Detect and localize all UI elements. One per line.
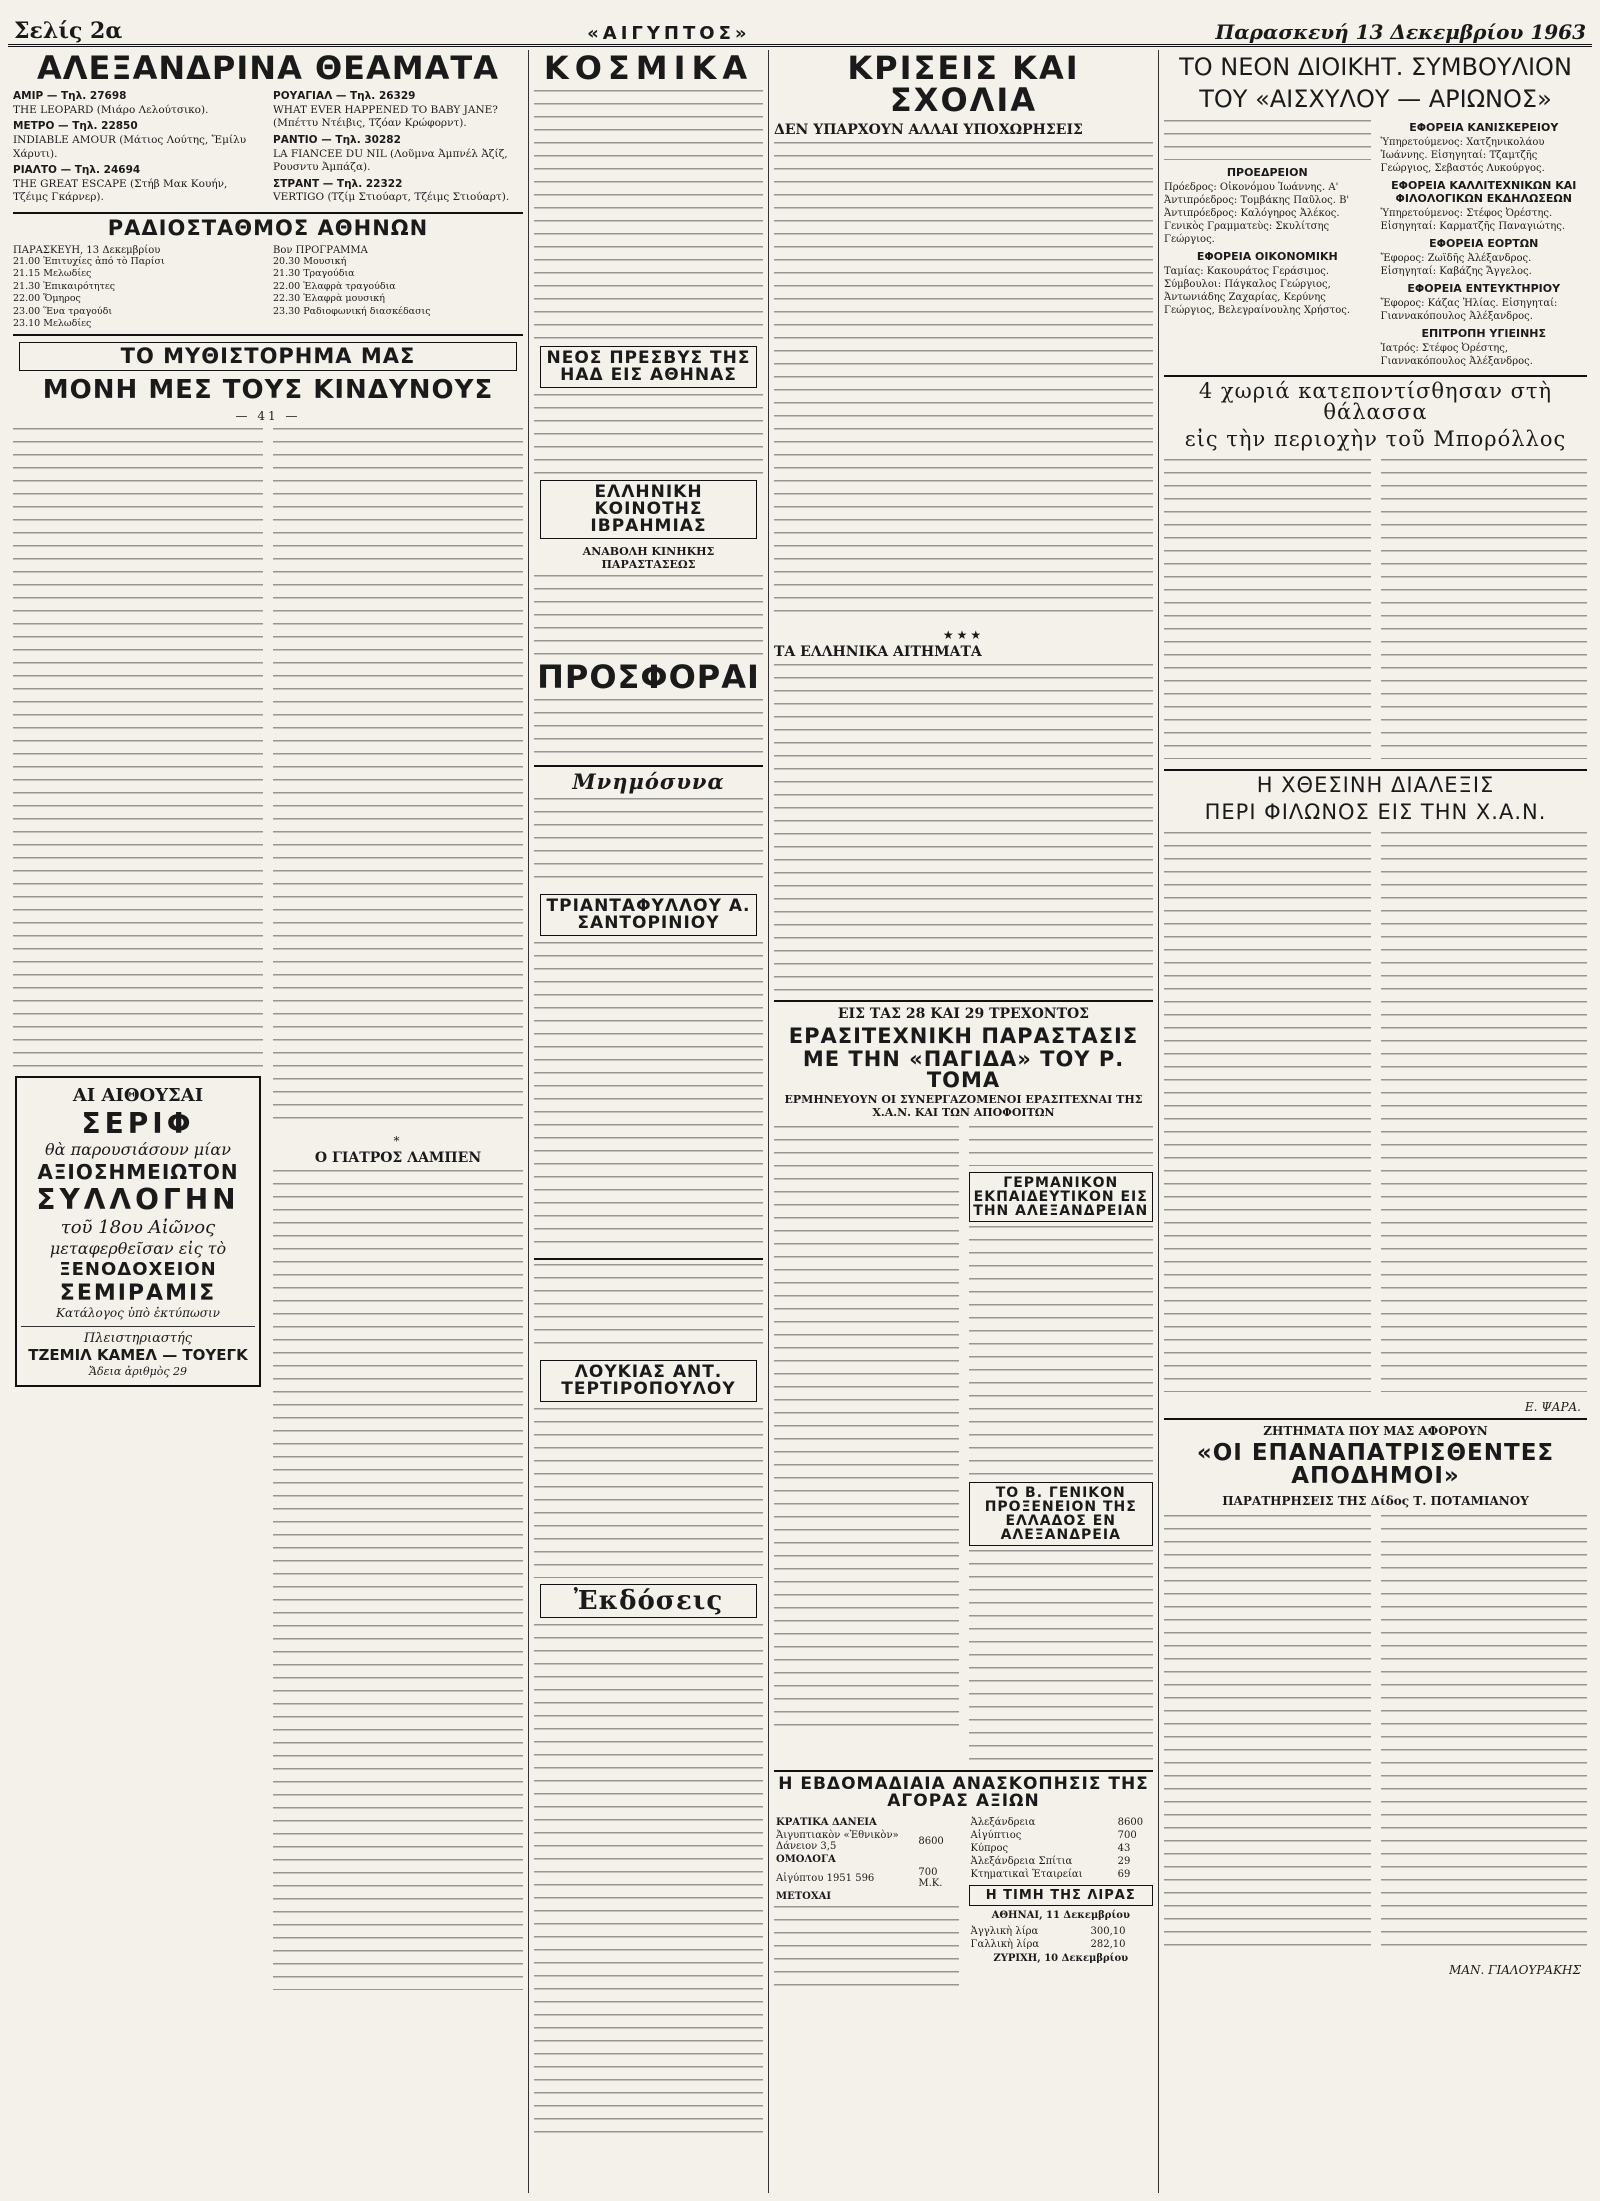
comments-text [774, 664, 1153, 994]
cinema-listing: ΡΙΑΛΤΟ — Τηλ. 24694 THE GREAT ESCAPE (Στήβ Μακ Κουήν, Τζέιμς Γκάρνερ). [13, 164, 228, 204]
editions-box [540, 1584, 757, 1618]
ambassador-text [534, 394, 763, 474]
lecture-signature: Ε. ΨΑΡΑ. [1524, 1400, 1581, 1415]
radio-schedule [13, 256, 523, 330]
lecture-title-2: ΠΕΡΙ ΦΙΛΩΝΟΣ ΕΙΣ ΤΗΝ Χ.Α.Ν. [1204, 800, 1547, 825]
divider [21, 1326, 255, 1327]
theater-kicker: ΕΙΣ ΤΑΣ 28 ΚΑΙ 29 ΤΡΕΧΟΝΤΟΣ [837, 1006, 1090, 1022]
cinema-listing: ΡΟΥΑΓΙΑΛ — Τηλ. 26329 WHAT EVER HAPPENED TO BABY JANE? (Μπέττυ Ντέιβις, Τζόαν Κρώφορντ). [273, 90, 498, 130]
table-row: Κτηματικαὶ Ἑταιρείαι 69 [970, 1869, 1131, 1880]
board-section-text: Πρόεδρος: Οἰκονόμου Ἰωάννης. Α' Ἀντιπρόεδρος: Τομβάκης Παῦλος. Β' Ἀντιπρόεδρος: Καλόγηρος Ἀλέκος. Γενικὸς Γραμματεὺς: Σκυλίτσης Γεώργιος. [1164, 182, 1350, 246]
table-row: Ἀγγλικὴ λίρα 300,10 [970, 1926, 1126, 1937]
tertiropoulou-title: ΛΟΥΚΙΑΣ ΑΝΤ. ΤΕΡΤΙΡΟΠΟΥΛΟΥ [561, 1362, 736, 1399]
table-row: Αἰγύπτιος 700 [970, 1830, 1137, 1841]
page-number: Σελίς 2α [14, 18, 123, 44]
divider [1164, 769, 1587, 771]
market-title: Η ΕΒΔΟΜΑΔΙΑΙΑ ΑΝΑΣΚΟΠΗΣΙΣ ΤΗΣ ΑΓΟΡΑΣ ΑΞΙΩΝ [778, 1774, 1149, 1811]
community-box [540, 480, 757, 539]
villages-text [1381, 459, 1588, 759]
column-social [528, 50, 768, 2193]
theater-body [774, 1123, 1153, 1766]
novel-kicker-box [19, 342, 517, 371]
theater-title-1: ΕΡΑΣΙΤΕΧΝΙΚΗ ΠΑΡΑΣΤΑΣΙΣ [788, 1024, 1139, 1048]
table-row: Γαλλικὴ λίρα 282,10 [970, 1939, 1126, 1950]
radio-item: 20.30 Μουσική [273, 256, 347, 268]
ad-line: ΣΕΜΙΡΑΜΙΣ [59, 1280, 217, 1306]
column-comments [768, 50, 1158, 2193]
community-sub: ΑΝΑΒΟΛΗ ΚΙΝΗΚΗΣ ΠΑΡΑΣΤΑΣΕΩΣ [582, 545, 715, 571]
ad-line: ΑΞΙΟΣΗΜΕΙΩΤΟΝ [37, 1159, 239, 1184]
divider [1164, 375, 1587, 377]
offers-text [534, 699, 763, 759]
ad-line: ΑΙ ΑΙΘΟΥΣΑΙ [72, 1085, 204, 1107]
issue-date: Παρασκευή 13 Δεκεμβρίου 1963 [1215, 20, 1586, 44]
comments-title: ΚΡΙΣΕΙΣ ΚΑΙ ΣΧΟΛΙΑ [847, 50, 1080, 119]
masthead [8, 6, 1592, 47]
table-row: Κύπρος 43 [970, 1843, 1131, 1854]
santorinios-box [540, 894, 757, 936]
board-list [1164, 117, 1587, 371]
table-row: Ἀλεξάνδρεια Σπίτια 29 [970, 1856, 1131, 1867]
memorial-title: Μνημόσυνα [572, 769, 725, 794]
villages-body [1164, 456, 1587, 765]
novel-text [273, 1170, 523, 1990]
cinema-listings [13, 90, 523, 208]
editions-text [534, 1624, 763, 2144]
repatriated-sub: ΠΑΡΑΤΗΡΗΣΕΙΣ ΤΗΣ Δίδος Τ. ΠΟΤΑΜΙΑΝΟΥ [1222, 1494, 1529, 1509]
radio-date: ΠΑΡΑΣΚΕΥΗ, 13 Δεκεμβρίου [13, 245, 161, 257]
table-row: Ἀιγυπτιακὸν «Ἐθνικὸν» Δάνειον 3,5 8600 [776, 1830, 944, 1852]
cinema-listing: ΡΑΝΤΙΟ — Τηλ. 30282 LA FIANCEE DU NIL (Λοῦμνα Ἀμπνέλ Ἀζίζ, Ρουσντυ Ἀμπάζα). [273, 133, 508, 174]
tertiropoulou-text [534, 1408, 763, 1578]
radio-program-label: Βον ΠΡΟΓΡΑΜΜΑ [273, 245, 368, 257]
ad-line: μεταφερθεῖσαν εἰς τὸ [49, 1239, 227, 1259]
athens-dateline: ΑΘΗΝΑΙ, 11 Δεκεμβρίου [991, 1910, 1130, 1921]
novel-chapter-title: Ο ΓΙΑΤΡΟΣ ΛΑΜΠΕΝ [314, 1150, 482, 1167]
newspaper-name: «ΑΙΓΥΠΤΟΣ» [587, 23, 751, 44]
pound-title: Η ΤΙΜΗ ΤΗΣ ΛΙΡΑΣ [985, 1888, 1136, 1903]
repatriated-kicker: ΖΗΤΗΜΑΤΑ ΠΟΥ ΜΑΣ ΑΦΟΡΟΥΝ [1263, 1424, 1488, 1439]
ad-line: ΤΖΕΜΙΛ ΚΑΜΕΛ — ΤΟΥΕΓΚ [28, 1346, 248, 1365]
radio-item: 21.00 Ἐπιτυχίες ἀπό τὸ Παρίσι [13, 256, 165, 268]
german-box [969, 1172, 1154, 1222]
comments-section-2: ΤΑ ΕΛΛΗΝΙΚΑ ΑΙΤΗΜΑΤΑ [774, 644, 982, 660]
board-section-title: ΕΦΟΡΕΙΑ ΟΙΚΟΝΟΜΙΚΗ [1196, 250, 1338, 264]
radio-item: 23.10 Μελωδίες [13, 317, 92, 329]
repatriated-text [1164, 1515, 1371, 1955]
ambassador-title: ΝΕΟΣ ΠΡΕΣΒΥΣ ΤΗΣ ΗΑΔ ΕΙΣ ΑΘΗΝΑΣ [546, 348, 751, 385]
offers-title: ΠΡΟΣΦΟΡΑΙ [537, 658, 760, 696]
theater-text [969, 1126, 1154, 1166]
lecture-title-1: Η ΧΘΕΣΙΝΗ ΔΙΑΛΕΞΙΣ [1256, 773, 1495, 798]
villages-title-1: 4 χωριά κατεποντίσθησαν στὴ θάλασσα [1198, 379, 1553, 425]
theater-title-2: ΜΕ ΤΗΝ «ΠΑΓΙΔΑ» ΤΟΥ Ρ. ΤΟΜΑ [802, 1047, 1125, 1092]
ad-line: Ἄδεια ἀριθμὸς 29 [88, 1364, 188, 1378]
ad-line: Πλειστηριαστής [83, 1330, 193, 1346]
radio-item: 22.00 Ἐλαφρὰ τραγούδια [273, 280, 396, 292]
social-title: ΚΟΣΜΙΚΑ [543, 50, 754, 87]
theater-sub: ΕΡΜΗΝΕΥΟΥΝ ΟΙ ΣΥΝΕΡΓΑΖΟΜΕΝΟΙ ΕΡΑΣΙΤΕΧΝΑΙ ΤΗΣ Χ.Α.Ν. ΚΑΙ ΤΩΝ ΑΠΟΦΟΙΤΩΝ [784, 1093, 1143, 1119]
divider [534, 765, 763, 767]
santorinios-text [534, 942, 763, 1252]
lecture-text [1381, 832, 1588, 1392]
ambassador-box [540, 346, 757, 388]
radio-item: 23.30 Ραδιοφωνική διασκέδασις [273, 305, 431, 317]
table-row: Αἰγύπτου 1951 596 700 Μ.Κ. [776, 1867, 943, 1889]
community-title: ΕΛΛΗΝΙΚΗ ΚΟΙΝΟΤΗΣ ΙΒΡΑΗΜΙΑΣ [590, 482, 707, 536]
cinema-listing: ΜΕΤΡΟ — Τηλ. 22850 INDIABLE AMOUR (Μάτιος Λούτης, Ἔμίλυ Χάρυτι). [13, 120, 247, 160]
board-title-2: ΤΟΥ «ΑΙΣΧΥΛΟΥ — ΑΡΙΩΝΟΣ» [1199, 84, 1552, 113]
consulate-text [969, 1550, 1154, 1760]
novel-text [273, 428, 523, 1128]
novel-text [13, 428, 263, 1068]
radio-item: 22.30 Ἐλαφρὰ μουσική [273, 293, 385, 305]
lecture-text [1164, 832, 1371, 1392]
pound-table [969, 1925, 1154, 1951]
divider [13, 212, 523, 214]
market-text [774, 1906, 959, 1996]
divider [774, 1770, 1153, 1772]
radio-item: 23.00 Ἕνα τραγούδι [13, 305, 113, 317]
consulate-box [969, 1482, 1154, 1546]
repatriated-signature: ΜΑΝ. ΓΙΑΛΟΥΡΑΚΗΣ [1449, 1963, 1581, 1978]
board-intro [1164, 120, 1371, 160]
market-table-right [969, 1816, 1154, 1881]
star-separator: ★★★ [942, 628, 985, 642]
novel-title: ΜΟΝΗ ΜΕΣ ΤΟΥΣ ΚΙΝΔΥΝΟΥΣ [42, 375, 494, 406]
divider [534, 1258, 763, 1260]
zurich-dateline: ΖΥΡΙΧΗ, 10 Δεκεμβρίου [993, 1953, 1129, 1964]
divider [13, 334, 523, 336]
villages-text [1164, 459, 1371, 759]
ad-line: θὰ παρουσιάσουν μίαν [45, 1139, 231, 1159]
board-section-title: ΕΦΟΡΕΙΑ ΕΟΡΤΩΝ [1429, 237, 1539, 251]
consulate-title: ΤΟ Β. ΓΕΝΙΚΟΝ ΠΡΟΞΕΝΕΙΟΝ ΤΗΣ ΕΛΛΑΔΟΣ ΕΝ ΑΛΕΞΑΝΔΡΕΙΑ [984, 1485, 1137, 1543]
villages-title-2: εἰς τὴν περιοχὴν τοῦ Μπορόλλος [1184, 427, 1567, 452]
repatriated-body [1164, 1512, 1587, 1961]
memorial-text [534, 798, 763, 888]
divider [774, 1000, 1153, 1002]
board-section-text: Ἰατρός: Στέφος Ὀρέστης, Γιαννακόπουλος Ἀλέξανδρος. [1380, 343, 1533, 368]
novel-kicker: ΤΟ ΜΥΘΙΣΤΟΡΗΜΑ ΜΑΣ [120, 344, 416, 369]
german-text [969, 1226, 1154, 1476]
table-row: ΟΜΟΛΟΓΑ [776, 1854, 836, 1865]
cinema-listing: ΣΤΡΑΝΤ — Τηλ. 22322 VERTIGO (Τζίμ Στιούαρτ, Τζέιμς Στιούαρτ). [273, 177, 510, 204]
board-section-title: ΕΦΟΡΕΙΑ ΚΑΝΙΣΚΕΡΕΙΟΥ [1409, 121, 1559, 135]
theater-text [774, 1126, 959, 1726]
ad-line: ΣΕΡΙΦ [81, 1106, 195, 1140]
column-entertainment [8, 50, 528, 2193]
market-body [774, 1816, 1153, 2002]
radio-title: ΡΑΔΙΟΣΤΑΘΜΟΣ ΑΘΗΝΩΝ [107, 216, 429, 241]
radio-header [13, 245, 523, 256]
market-table-left [774, 1816, 959, 1903]
board-section-text: Ὑπηρετούμενος: Στέφος Ὀρέστης. Εἰσηγηταί: Καρματζῆς Παναγιώτης. [1380, 208, 1565, 233]
comments-text [774, 142, 1153, 622]
board-section-title: ΕΠΙΤΡΟΠΗ ΥΓΙΕΙΝΗΣ [1421, 327, 1547, 341]
auction-ad [15, 1076, 261, 1387]
pound-box [969, 1885, 1154, 1906]
radio-item: 21.30 Τραγούδια [273, 268, 355, 280]
column-right [1158, 50, 1592, 2193]
repatriated-title: «ΟΙ ΕΠΑΝΑΠΑΤΡΙΣΘΕΝΤΕΣ ΑΠΟΔΗΜΟΙ» [1196, 1440, 1555, 1490]
ad-line: ΣΥΛΛΟΓΗΝ [36, 1182, 240, 1216]
comments-section-1: ΔΕΝ ΥΠΑΡΧΟΥΝ ΑΛΛΑΙ ΥΠΟΧΩΡΗΣΕΙΣ [774, 122, 1083, 138]
novel-number: — 41 — [235, 409, 301, 424]
ad-line: ΞΕΝΟΔΟΧΕΙΟΝ [59, 1258, 217, 1280]
board-section-title: ΕΦΟΡΕΙΑ ΕΝΤΕΥΚΤΗΡΙΟΥ [1407, 282, 1561, 296]
ad-line: Κατάλογος ὑπὸ ἐκτύπωσιν [56, 1305, 220, 1320]
ad-line: τοῦ 18ου Αἰῶνος [60, 1216, 216, 1238]
radio-item: 21.15 Μελωδίες [13, 268, 92, 280]
board-section-text: Ταμίας: Κακουράτος Γεράσιμος. Σύμβουλοι: Πάγκαλος Γεώργιος, Ἀντωνιάδης Ζαχαρίας, Κερύνης Γεώργιος, Βελεγραίνουλης Χρήστος. [1164, 266, 1351, 317]
board-section-title: ΕΦΟΡΕΙΑ ΚΑΛΛΙΤΕΧΝΙΚΩΝ ΚΑΙ ΦΙΛΟΛΟΓΙΚΩΝ ΕΚΔΗΛΩΣΕΩΝ [1391, 179, 1577, 206]
community-text [534, 575, 763, 655]
table-row: ΜΕΤΟΧΑΙ [776, 1891, 832, 1902]
table-row: ΚΡΑΤΙΚΑ ΔΑΝΕΙΑ [776, 1817, 877, 1828]
memorial-text [534, 1264, 763, 1354]
board-section-title: ΠΡΟΕΔΡΕΙΟΝ [1226, 166, 1308, 180]
santorinios-title: ΤΡΙΑΝΤΑΦΥΛΛΟΥ Α. ΣΑΝΤΟΡΙΝΙΟΥ [546, 896, 751, 933]
cinema-listing: ΑΜΙΡ — Τηλ. 27698 THE LEOPARD (Μιάρο Λελούτσικο). [13, 90, 209, 116]
social-text [534, 90, 763, 340]
lecture-body [1164, 829, 1587, 1398]
columns [8, 50, 1592, 2193]
radio-item: 22.00 Ὅμηρος [13, 293, 81, 305]
board-section-text: Ἔφορος: Ζωϊδῆς Ἀλέξανδρος. Εἰσηγηταί: Καβάζης Ἄγγελος. [1380, 253, 1532, 278]
table-row: Ἀλεξάνδρεια 8600 [970, 1817, 1144, 1828]
board-section-text: Ἔφορος: Κάζας Ἠλίας. Εἰσηγηταί: Γιαννακόπουλος Ἀλέξανδρος. [1380, 298, 1558, 323]
star-separator: * [393, 1134, 403, 1149]
theatres-title: ΑΛΕΞΑΝΔΡΙΝΑ ΘΕΑΜΑΤΑ [37, 50, 499, 87]
german-title: ΓΕΡΜΑΝΙΚΟΝ ΕΚΠΑΙΔΕΥΤΙΚΟΝ ΕΙΣ ΤΗΝ ΑΛΕΞΑΝΔΡΕΙΑΝ [973, 1175, 1149, 1219]
divider [1164, 1418, 1587, 1420]
radio-item: 21.30 Ἐπικαιρότητες [13, 280, 116, 292]
board-title-1: ΤΟ ΝΕΟΝ ΔΙΟΙΚΗΤ. ΣΥΜΒΟΥΛΙΟΝ [1179, 53, 1572, 81]
tertiropoulou-box [540, 1360, 757, 1402]
novel-body [13, 425, 523, 1996]
board-section-text: Ὑπηρετούμενος: Χατζηνικολάου Ἰωάννης. Εἰσηγηταί: Τζαμτζῆς Γεώργιος, Σεβαστός Λυκούργος. [1380, 137, 1545, 175]
repatriated-text [1381, 1515, 1588, 1955]
editions-title: Ἐκδόσεις [573, 1586, 724, 1616]
